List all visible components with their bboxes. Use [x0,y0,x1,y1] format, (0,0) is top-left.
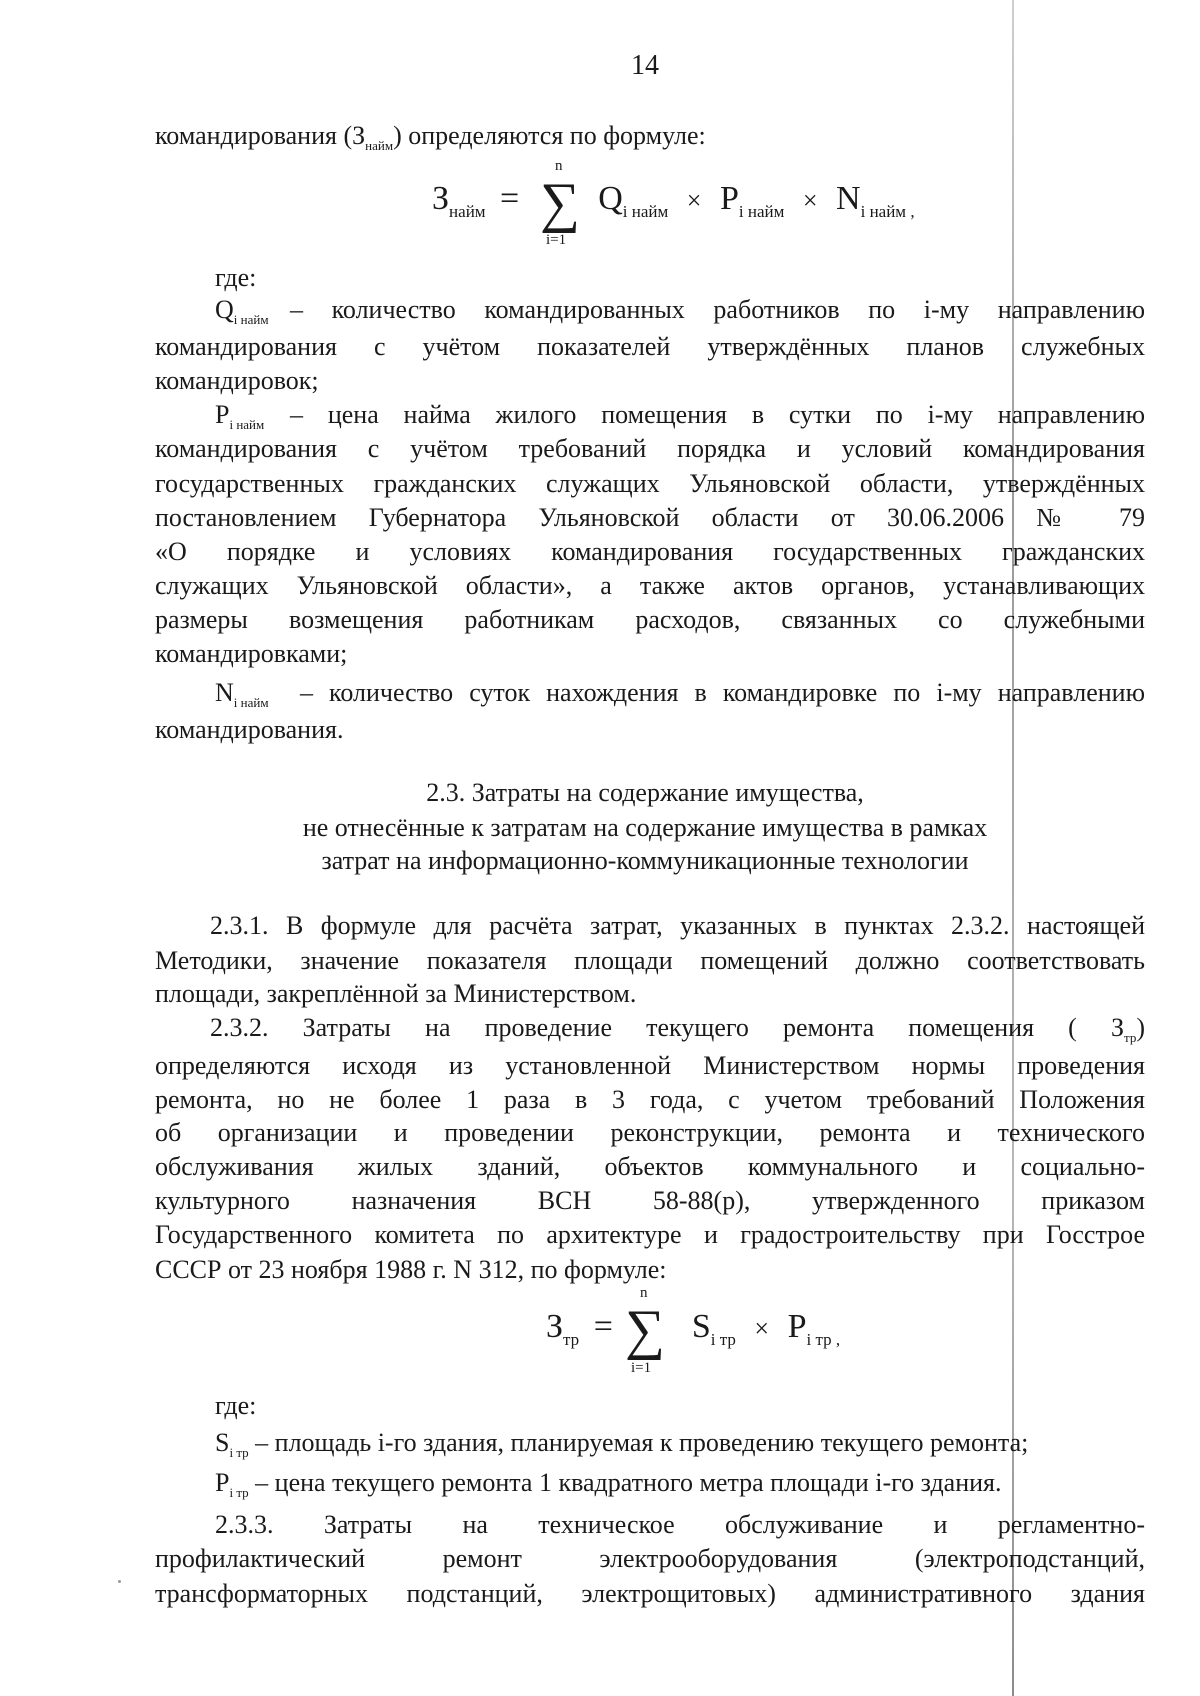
def-p-line: – цена найма жилого помещения в сутки по i-му направлению [290,400,1145,429]
sigma-symbol: ∑ [540,172,580,234]
def-p2-line: $P_{i тр}$ – цена текущего ремонта 1 квадратного метра площади i-го здания. [215,1468,1002,1500]
def-p-line: «О порядке и условиях командирования государственных гражданских [155,537,1145,566]
scan-speck [118,1580,121,1583]
paragraph-2-3-2-line: ремонта, но не более 1 раза в 3 года, с учетом требований Положения [155,1085,1145,1114]
def-q-line: командировок; [155,366,319,395]
paragraph-2-3-3-line: трансформаторных подстанций, электрощитовых) административного здания [155,1579,1145,1608]
paragraph-2-3-3-line: 2.3.3. Затраты на техническое обслуживание и регламентно- [215,1510,1145,1539]
def-p-line: служащих Ульяновской области», а также актов органов, устанавливающих [155,571,1145,600]
where-label: где: [215,263,257,292]
def-n-line: – количество суток нахождения в командировке по i-му направлению [300,678,1145,707]
def-p-line: размеры возмещения работникам расходов, связанных со служебными [155,605,1145,634]
intro-line: командирования $(З_{найм})$ определяются по формуле: [155,121,706,153]
sum-lower-limit: i=1 [546,232,567,248]
def-q-line: – количество командированных работников по i-му направлению [290,295,1145,324]
def-n-var: $N_{i найм}$ [215,678,269,710]
def-p-line: государственных гражданских служащих Ульяновской области, утверждённых [155,469,1145,498]
def-n-line: командирования. [155,715,344,744]
def-s-line: $S_{i тр}$ – площадь i-го здания, планируемая к проведению текущего ремонта; [215,1428,1029,1460]
sum-lower-limit: i=1 [631,1360,652,1376]
paragraph-2-3-2-line: определяются исходя из установленной Министерством нормы проведения [155,1051,1145,1080]
def-p-line: командирования с учётом требований порядка и условий командирования [155,434,1145,463]
def-p-line: командировками; [155,639,348,668]
sigma-symbol: ∑ [625,1299,665,1361]
section-heading-line: не отнесённые к затратам на содержание имущества в рамках [302,813,988,842]
page-number: 14 [631,50,659,81]
formula-hire-cost: $З_{найм} = Q_{i найм} \times P_{i найм} \times N_{i найм ,}$ [432,180,915,221]
section-heading-line: затрат на информационно-коммуникационные технологии [321,846,969,875]
def-q-line: командирования с учётом показателей утверждённых планов служебных [155,332,1145,361]
paragraph-2-3-2-line: обслуживания жилых зданий, объектов коммунального и социально- [155,1152,1145,1181]
paragraph-2-3-2-line: культурного назначения ВСН 58-88(р), утвержденного приказом [155,1186,1145,1215]
paragraph-2-3-1-line: 2.3.1. В формуле для расчёта затрат, указанных в пунктах 2.3.2. настоящей [210,911,1145,940]
def-q-var: $Q_{i найм}$ [215,295,269,327]
paragraph-2-3-1-line: площади, закреплённой за Министерством. [155,979,637,1008]
formula-repair-cost: $З_{тр} = S_{i тр} \times P_{i тр ,}$ [546,1308,841,1349]
paragraph-2-3-2-line: Государственного комитета по архитектуре и градостроительству при Госстрое [155,1220,1145,1249]
paragraph-2-3-2-line: об организации и проведении реконструкции, ремонта и технического [155,1118,1145,1147]
paragraph-2-3-2-line: СССР от 23 ноября 1988 г. N 312, по формуле: [155,1255,667,1284]
def-p-line: постановлением Губернатора Ульяновской области от 30.06.2006 № 79 [155,503,1145,532]
sum-upper-limit: n [640,1285,648,1301]
where-label: где: [215,1391,257,1420]
def-p-var: $P_{i найм}$ [215,400,265,432]
paragraph-2-3-2-line: 2.3.2. Затраты на проведение текущего ремонта помещения ( $З_{тр}$) [210,1013,1146,1045]
section-heading-line: 2.3. Затраты на содержание имущества, [426,778,864,807]
sum-upper-limit: n [555,158,563,174]
paragraph-2-3-3-line: профилактический ремонт электрооборудования (электроподстанций, [155,1544,1145,1573]
paragraph-2-3-1-line: Методики, значение показателя площади помещений должно соответствовать [155,946,1145,975]
